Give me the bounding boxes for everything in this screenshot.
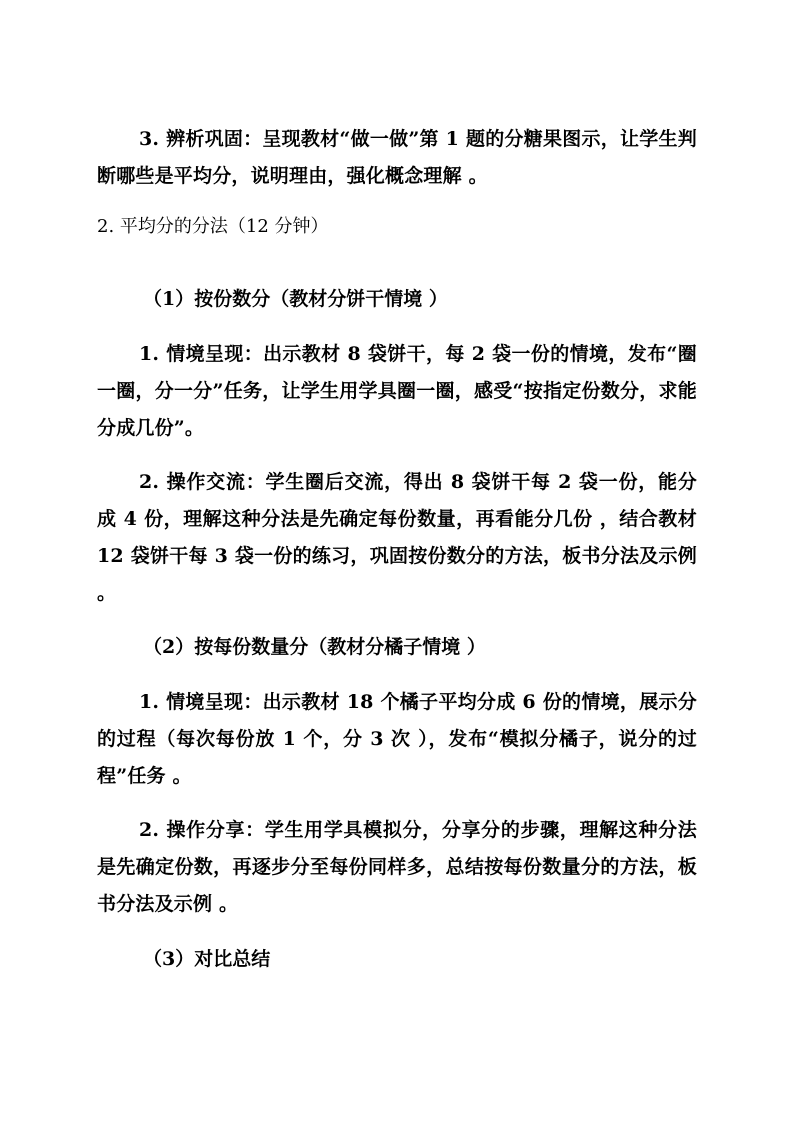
paragraph-consolidate: 3. 辨析巩固：呈现教材“做一做”第 1 题的分糖果图示，让学生判断哪些是平均分，说明理由，强化概念理解 。 <box>97 128 697 187</box>
subheading-compare-summary: （3）对比总结 <box>143 948 271 970</box>
paragraph-orange-sharing: 2. 操作分享：学生用学具模拟分，分享分的步骤，理解这种分法是先确定份数，再逐步分至每份同样多，总结按每份数量分的方法，板书分法及示例 。 <box>97 819 697 915</box>
subheading-by-number-of-shares: （1）按份数分（教材分饼干情境 ） <box>143 288 448 310</box>
paragraph-cookie-scenario: 1. 情境呈现：出示教材 8 袋饼干，每 2 袋一份的情境，发布“圈一圈，分一分”任务，让学生用学具圈一圈，感受“按指定份数分，求能分成几份”。 <box>97 343 697 439</box>
paragraph-cookie-discussion: 2. 操作交流：学生圈后交流，得出 8 袋饼干每 2 袋一份，能分成 4 份，理解这种分法是先确定每份数量，再看能分几份 ，结合教材 12 袋饼干每 3 袋一份的练习，巩固按份数分的方法，板书分法及示例 。 <box>97 471 697 604</box>
section-title-dividing-methods: 2. 平均分的分法（12 分钟） <box>97 216 329 237</box>
paragraph-orange-scenario: 1. 情境呈现：出示教材 18 个橘子平均分成 6 份的情境，展示分的过程（每次每份放 1 个，分 3 次 ），发布“模拟分橘子，说分的过程”任务 。 <box>97 691 697 787</box>
subheading-by-quantity-per-share: （2）按每份数量分（教材分橘子情境 ） <box>143 636 486 658</box>
